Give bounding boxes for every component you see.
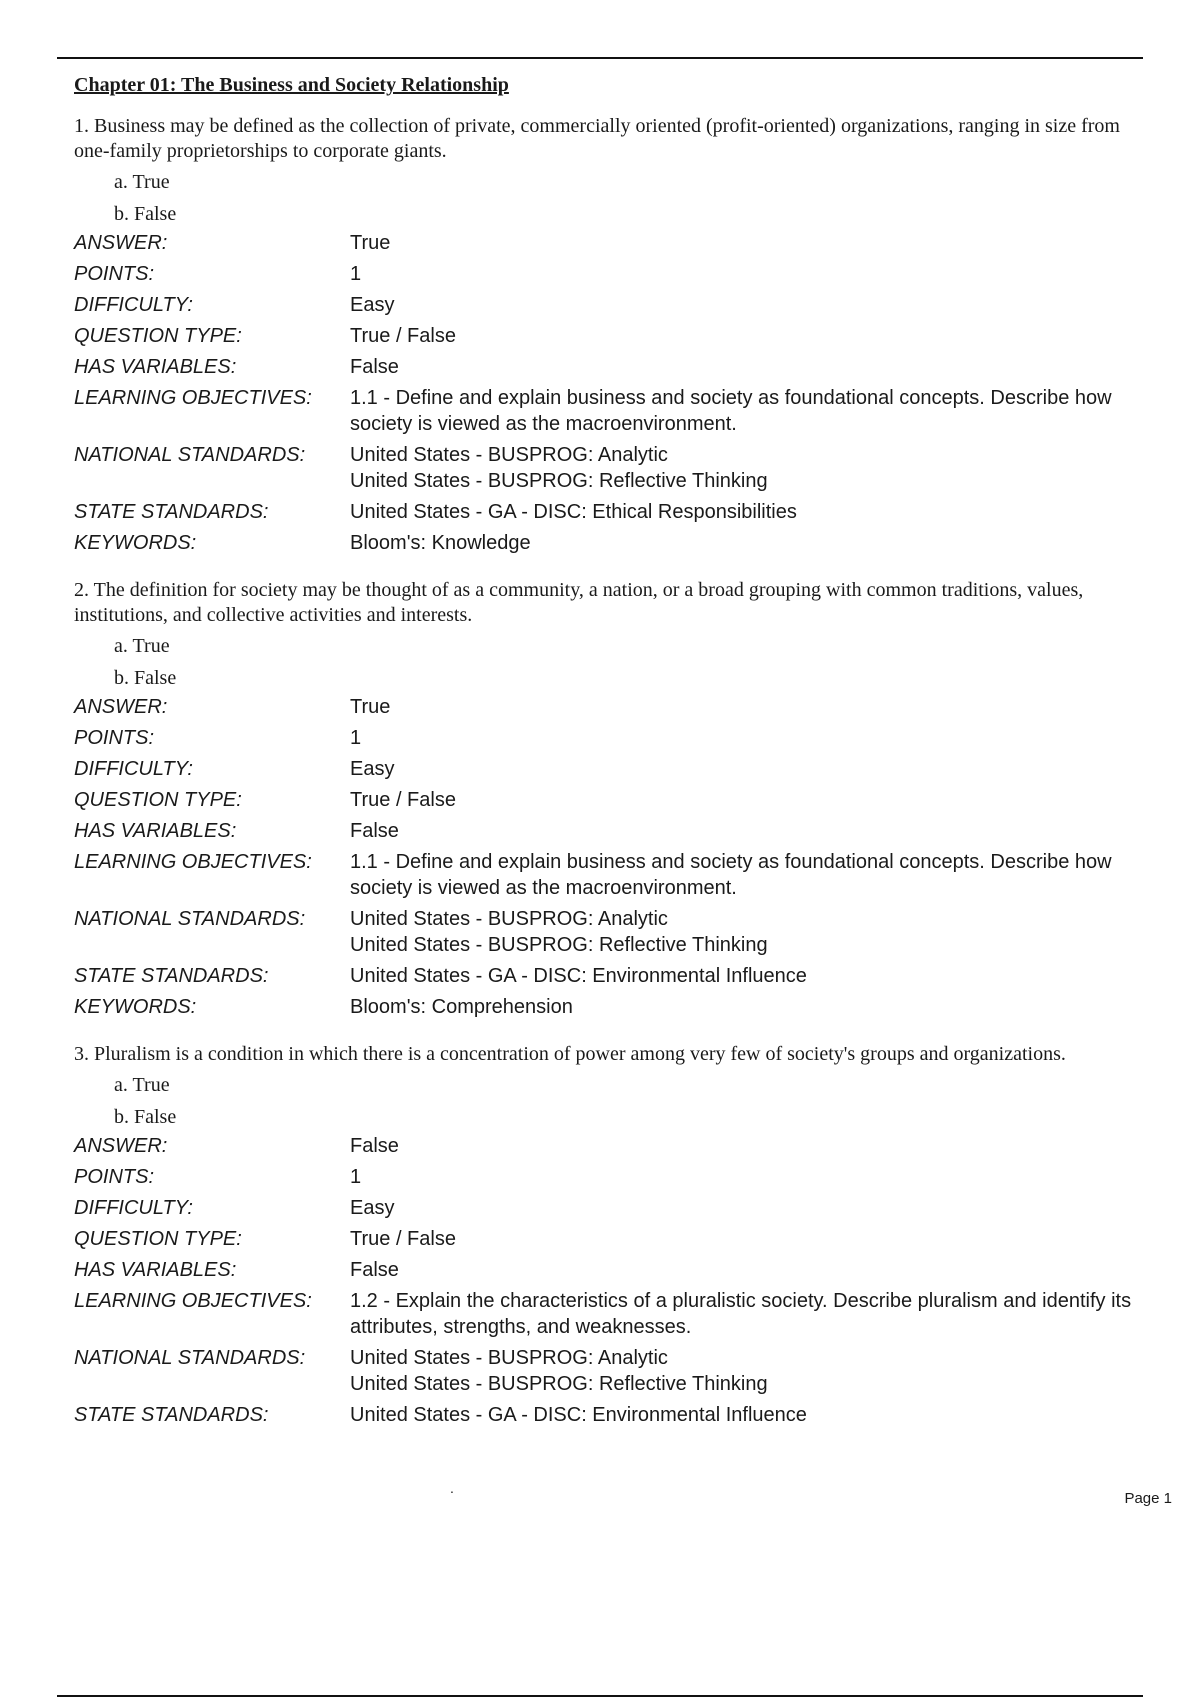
meta-row-points xyxy=(74,725,1144,751)
meta-label: QUESTION TYPE: xyxy=(74,1228,242,1250)
meta-label: QUESTION TYPE: xyxy=(74,789,242,811)
meta-label: STATE STANDARDS: xyxy=(74,1404,269,1426)
meta-value: 1.2 - Explain the characteristics of a pluralistic society. Describe pluralism and identify its attributes, strengths, and weaknesses. xyxy=(350,1290,1132,1338)
meta-row-national-standards xyxy=(74,906,1144,958)
meta-row-learning-objectives xyxy=(74,1288,1144,1340)
chapter-title: Chapter 01: The Business and Society Relationship xyxy=(74,74,509,96)
question-2 xyxy=(74,578,1144,1020)
meta-label: LEARNING OBJECTIVES: xyxy=(74,387,312,409)
footer-dot: . xyxy=(450,1480,454,1496)
question-metadata xyxy=(74,1133,1144,1428)
meta-value: United States - GA - DISC: Ethical Responsibilities xyxy=(350,501,797,523)
meta-value: 1 xyxy=(350,727,362,749)
meta-value: United States - GA - DISC: Environmental Influence xyxy=(350,1404,807,1426)
meta-row-learning-objectives xyxy=(74,849,1144,901)
meta-value: 1 xyxy=(350,1166,362,1188)
meta-row-answer xyxy=(74,1133,1144,1159)
question-text: 1. Business may be defined as the collection of private, commercially oriented (profit-oriented) organizations, ranging in size from one-family proprietorships to corporate giants. xyxy=(74,115,1120,162)
meta-value: United States - BUSPROG: Analytic United States - BUSPROG: Reflective Thinking xyxy=(350,1347,768,1395)
meta-value: False xyxy=(350,1259,399,1281)
choice-true: a. True xyxy=(114,171,170,193)
meta-row-state-standards xyxy=(74,1402,1144,1428)
question-text: 3. Pluralism is a condition in which there is a concentration of power among very few of society's groups and organizations. xyxy=(74,1043,1066,1065)
choice-list xyxy=(114,630,1144,694)
meta-value: True / False xyxy=(350,1228,456,1250)
meta-label: NATIONAL STANDARDS: xyxy=(74,908,306,930)
meta-value: Easy xyxy=(350,1197,395,1219)
meta-label: DIFFICULTY: xyxy=(74,294,193,316)
meta-label: POINTS: xyxy=(74,727,155,749)
meta-row-national-standards xyxy=(74,1345,1144,1397)
question-text: 2. The definition for society may be thought of as a community, a nation, or a broad grouping with common traditions, values, institutions, and collective activities and interests. xyxy=(74,579,1084,626)
choice-list xyxy=(114,166,1144,230)
meta-label: HAS VARIABLES: xyxy=(74,820,237,842)
meta-value: False xyxy=(350,820,399,842)
meta-row-national-standards xyxy=(74,442,1144,494)
meta-row-answer xyxy=(74,694,1144,720)
meta-row-difficulty xyxy=(74,1195,1144,1221)
meta-row-has-variables xyxy=(74,354,1144,380)
meta-value: 1.1 - Define and explain business and society as foundational concepts. Describe how society is viewed as the macroenvironment. xyxy=(350,851,1112,899)
meta-row-question-type xyxy=(74,1226,1144,1252)
meta-label: KEYWORDS: xyxy=(74,996,197,1018)
meta-row-difficulty xyxy=(74,756,1144,782)
meta-row-question-type xyxy=(74,323,1144,349)
meta-value: False xyxy=(350,356,399,378)
meta-row-keywords xyxy=(74,530,1144,556)
meta-value: Easy xyxy=(350,758,395,780)
meta-row-has-variables xyxy=(74,1257,1144,1283)
question-metadata xyxy=(74,230,1144,556)
meta-label: DIFFICULTY: xyxy=(74,1197,193,1219)
choice-true: a. True xyxy=(114,635,170,657)
document-body xyxy=(74,72,1144,1450)
meta-label: POINTS: xyxy=(74,1166,155,1188)
meta-label: ANSWER: xyxy=(74,696,168,718)
meta-label: ANSWER: xyxy=(74,1135,168,1157)
meta-row-difficulty xyxy=(74,292,1144,318)
meta-row-question-type xyxy=(74,787,1144,813)
meta-value: False xyxy=(350,1135,399,1157)
meta-label: LEARNING OBJECTIVES: xyxy=(74,851,312,873)
meta-label: POINTS: xyxy=(74,263,155,285)
meta-row-points xyxy=(74,261,1144,287)
meta-label: STATE STANDARDS: xyxy=(74,965,269,987)
meta-label: KEYWORDS: xyxy=(74,532,197,554)
meta-value: True xyxy=(350,232,391,254)
meta-row-learning-objectives xyxy=(74,385,1144,437)
question-3 xyxy=(74,1042,1144,1428)
choice-true: a. True xyxy=(114,1074,170,1096)
meta-value: United States - GA - DISC: Environmental Influence xyxy=(350,965,807,987)
meta-value: United States - BUSPROG: Analytic United States - BUSPROG: Reflective Thinking xyxy=(350,908,768,956)
meta-row-answer xyxy=(74,230,1144,256)
meta-label: STATE STANDARDS: xyxy=(74,501,269,523)
choice-false: b. False xyxy=(114,1106,177,1128)
choice-false: b. False xyxy=(114,667,177,689)
top-rule xyxy=(57,57,1143,59)
meta-value: True xyxy=(350,696,391,718)
question-1 xyxy=(74,114,1144,556)
meta-label: HAS VARIABLES: xyxy=(74,356,237,378)
choice-false: b. False xyxy=(114,203,177,225)
meta-label: LEARNING OBJECTIVES: xyxy=(74,1290,312,1312)
meta-row-keywords xyxy=(74,994,1144,1020)
meta-value: United States - BUSPROG: Analytic United States - BUSPROG: Reflective Thinking xyxy=(350,444,768,492)
meta-label: NATIONAL STANDARDS: xyxy=(74,1347,306,1369)
meta-label: DIFFICULTY: xyxy=(74,758,193,780)
meta-row-state-standards xyxy=(74,499,1144,525)
meta-row-has-variables xyxy=(74,818,1144,844)
meta-label: QUESTION TYPE: xyxy=(74,325,242,347)
meta-value: True / False xyxy=(350,789,456,811)
meta-label: HAS VARIABLES: xyxy=(74,1259,237,1281)
meta-label: NATIONAL STANDARDS: xyxy=(74,444,306,466)
meta-value: 1.1 - Define and explain business and society as foundational concepts. Describe how society is viewed as the macroenvironment. xyxy=(350,387,1112,435)
meta-value: Bloom's: Knowledge xyxy=(350,532,531,554)
bottom-rule xyxy=(57,1695,1143,1697)
question-metadata xyxy=(74,694,1144,1020)
choice-list xyxy=(114,1069,1144,1133)
page-number: Page 1 xyxy=(1124,1490,1172,1507)
meta-value: Easy xyxy=(350,294,395,316)
meta-value: 1 xyxy=(350,263,362,285)
meta-row-points xyxy=(74,1164,1144,1190)
meta-value: Bloom's: Comprehension xyxy=(350,996,573,1018)
meta-label: ANSWER: xyxy=(74,232,168,254)
meta-value: True / False xyxy=(350,325,456,347)
meta-row-state-standards xyxy=(74,963,1144,989)
